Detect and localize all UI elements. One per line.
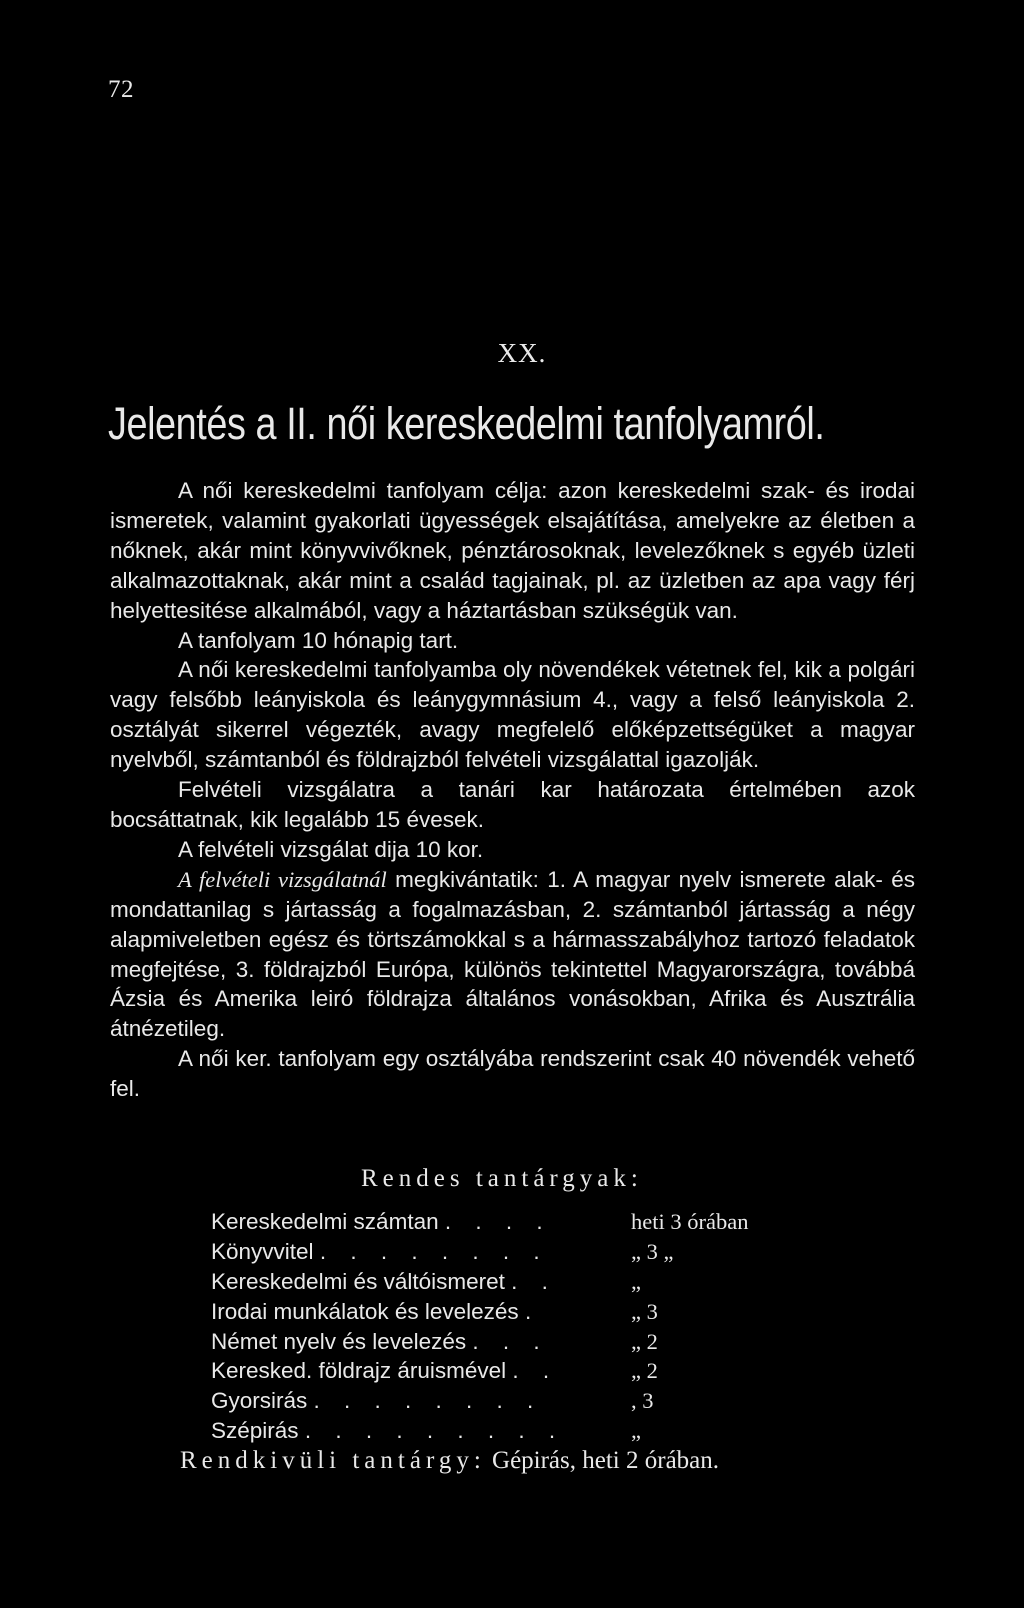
subject-name: Gyorsirás . . . . . . . .	[211, 1388, 543, 1414]
body-text	[110, 476, 915, 1104]
subject-name: Könyvvitel . . . . . . . .	[211, 1238, 549, 1264]
paragraph-exam-age: Felvételi vizsgálatra a tanári kar határozata értelmében azok bocsáttatnak, kik legalább 15 évesek.	[110, 777, 915, 832]
page-title: Jelentés a II. női kereskedelmi tanfolyamról.	[108, 398, 825, 449]
subject-name: Keresked. földrajz áruismével . .	[211, 1358, 559, 1384]
leader-dots: . . . . . . . . .	[304, 1418, 565, 1444]
subject-hours: „ 3 „	[631, 1238, 674, 1264]
exam-requirements-text: megkivántatik: 1. A magyar nyelv ismerete alak- és mondattanilag s jártasság a fogalmazásban, 2. számtanból jártasság a négy alapmiveletben egész és törtszámokkal s a hármasszabályhoz tartozó feladatok megfejtése, 3. földrajzból Európa, különös tekintettel Magyarországra, továbbá Ázsia és Amerika leiró földrajza általános vonásokban, Afrika és Ausztrália átnézetileg.	[110, 866, 916, 1042]
paragraph-class-size: A női ker. tanfolyam egy osztályába rendszerint csak 40 növendék vehető fel.	[110, 1046, 915, 1102]
page-number: 72	[108, 76, 134, 103]
leader-dots: .	[524, 1298, 541, 1324]
extra-subject	[180, 1447, 719, 1475]
paragraph-purpose: A női kereskedelmi tanfolyam célja: azon kereskedelmi szak- és irodai ismeretek, valamint gyakorlati ügyességek elsajátítása, amelyekre az életben a nőknek, akár mint könyvvivőknek, pénztárosoknak, levelezőknek s egyéb üzleti alkalmazottaknak, akár mint a család tagjainak, pl. az üzletben az apa vagy férj helyettesitése alkalmából, vagy a háztartásban szükségük van.	[110, 478, 915, 623]
paragraph-exam-fee: A felvételi vizsgálat dija 10 kor.	[178, 836, 484, 862]
subject-hours: heti 3 órában	[631, 1209, 749, 1234]
subject-name: Irodai munkálatok és levelezés .	[211, 1298, 541, 1324]
subject-hours: „	[631, 1418, 641, 1444]
leader-dots: . .	[511, 1268, 557, 1294]
leader-dots: . . . .	[444, 1209, 552, 1234]
subjects-list	[211, 1207, 748, 1446]
paragraph-exam-requirements	[110, 865, 915, 1044]
subject-name: Szépirás . . . . . . . . .	[211, 1418, 565, 1444]
subject-row	[211, 1416, 748, 1446]
subject-row	[211, 1237, 748, 1267]
subjects-heading: Rendes tantárgyak:	[361, 1165, 643, 1192]
chapter-number: XX.	[497, 338, 547, 368]
extra-subject-text: Gépirás, heti 2 órában.	[485, 1447, 720, 1474]
subject-hours: „ 2	[631, 1358, 658, 1384]
leader-dots: . . . . . . . .	[313, 1388, 543, 1414]
subject-name: Német nyelv és levelezés . . .	[211, 1328, 549, 1354]
subject-row	[211, 1207, 748, 1237]
subject-hours: „ 2	[631, 1328, 658, 1354]
subject-hours: , 3	[631, 1388, 654, 1414]
leader-dots: . . .	[472, 1328, 549, 1354]
subject-name: Kereskedelmi és váltóismeret . .	[211, 1268, 557, 1294]
subject-row	[211, 1386, 748, 1416]
paragraph-duration: A tanfolyam 10 hónapig tart.	[178, 627, 459, 653]
subject-hours: „	[631, 1268, 641, 1294]
extra-subject-label: Rendkivüli tantárgy:	[180, 1447, 486, 1474]
exam-requirements-emphasis: A felvételi vizsgálatnál	[178, 866, 387, 892]
subject-row	[211, 1297, 748, 1327]
subject-name: Kereskedelmi számtan . . . .	[211, 1209, 552, 1234]
leader-dots: . .	[512, 1358, 559, 1384]
subject-row	[211, 1356, 748, 1386]
subject-hours: „ 3	[631, 1298, 658, 1324]
leader-dots: . . . . . . . .	[319, 1238, 549, 1264]
subject-row	[211, 1267, 748, 1297]
subject-row	[211, 1327, 748, 1357]
paragraph-admission: A női kereskedelmi tanfolyamba oly növendékek vétetnek fel, kik a polgári vagy felsőbb leányiskola és leánygymnásium 4., vagy a felső leányiskola 2. osztályát sikerrel végezték, avagy megfelelő előképzettségüket a magyar nyelvből, számtanból és földrajzból felvételi vizsgálattal igazolják.	[110, 657, 915, 773]
